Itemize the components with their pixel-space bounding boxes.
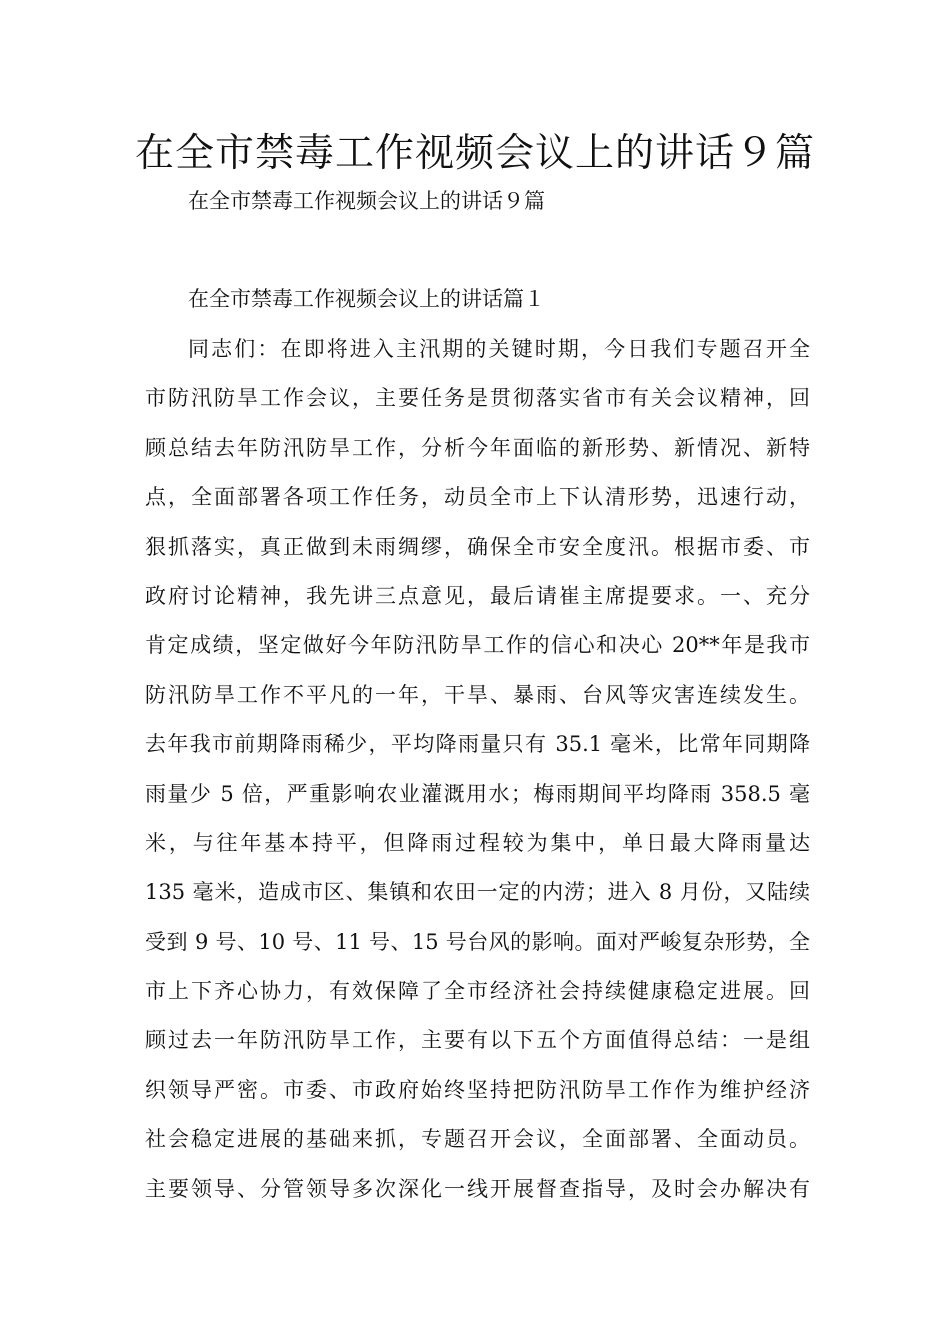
section-heading: 在全市禁毒工作视频会议上的讲话篇１ <box>188 287 545 311</box>
body-line: 政府讨论精神，我先讲三点意见，最后请崔主席提要求。一、充分 <box>145 583 810 608</box>
body-line: 社会稳定进展的基础来抓，专题召开会议，全面部署、全面动员。 <box>145 1127 810 1152</box>
body-line: 市防汛防旱工作会议，主要任务是贯彻落实省市有关会议精神，回 <box>145 386 810 411</box>
body-line: 市上下齐心协力，有效保障了全市经济社会持续健康稳定进展。回 <box>145 979 810 1004</box>
body-line: 去年我市前期降雨稀少，平均降雨量只有 35.1 毫米，比常年同期降 <box>145 732 810 757</box>
body-line: 135 毫米，造成市区、集镇和农田一定的内涝；进入 8 月份，又陆续 <box>145 880 810 905</box>
body-line: 点，全面部署各项工作任务，动员全市上下认清形势，迅速行动， <box>145 485 810 510</box>
body-line: 狠抓落实，真正做到未雨绸缪，确保全市安全度汛。根据市委、市 <box>145 534 810 559</box>
body-line: 米，与往年基本持平，但降雨过程较为集中，单日最大降雨量达 <box>145 830 810 855</box>
body-line: 顾总结去年防汛防旱工作，分析今年面临的新形势、新情况、新特 <box>145 435 810 460</box>
body-line: 顾过去一年防汛防旱工作，主要有以下五个方面值得总结：一是组 <box>145 1028 810 1053</box>
body-line: 雨量少 5 倍，严重影响农业灌溉用水；梅雨期间平均降雨 358.5 毫 <box>145 781 810 806</box>
body-line: 肯定成绩，坚定做好今年防汛防旱工作的信心和决心 20**年是我市 <box>145 633 810 658</box>
body-line: 主要领导、分管领导多次深化一线开展督查指导，及时会办解决有 <box>145 1176 810 1201</box>
body-line: 防汛防旱工作不平凡的一年，干旱、暴雨、台风等灾害连续发生。 <box>145 682 810 707</box>
document-subtitle: 在全市禁毒工作视频会议上的讲话９篇 <box>188 189 545 213</box>
body-line: 织领导严密。市委、市政府始终坚持把防汛防旱工作作为维护经济 <box>145 1077 810 1102</box>
body-line: 同志们：在即将进入主汛期的关键时期，今日我们专题召开全 <box>188 337 810 361</box>
body-text <box>145 334 810 1223</box>
document-title: 在全市禁毒工作视频会议上的讲话９篇 <box>134 131 815 176</box>
body-line: 受到 9 号、10 号、11 号、15 号台风的影响。面对严峻复杂形势，全 <box>145 929 810 954</box>
